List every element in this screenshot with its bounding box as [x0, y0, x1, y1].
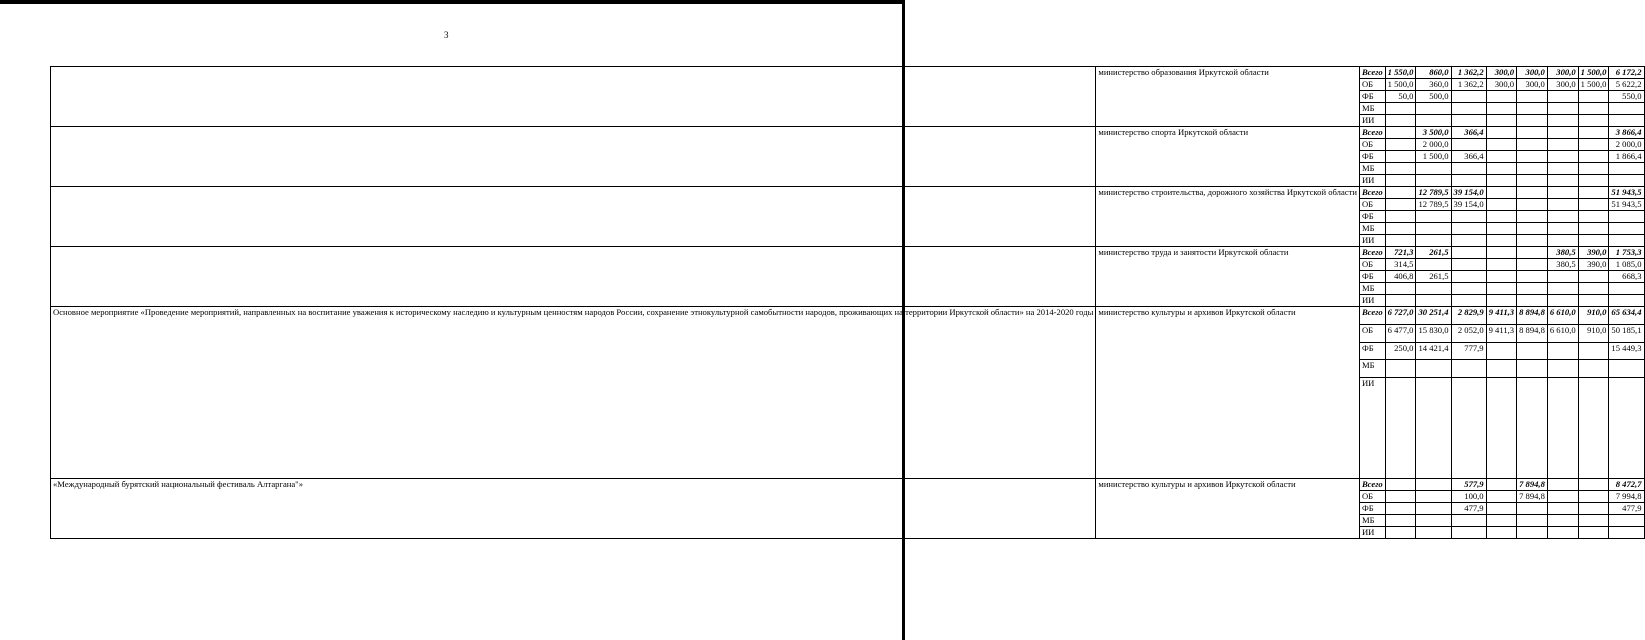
value-cell: [1385, 151, 1416, 163]
total-value-cell: 15 449,3: [1609, 343, 1644, 360]
value-cell: 721,3: [1385, 247, 1416, 259]
organization-cell: министерство культуры и архивов Иркутской области: [1096, 479, 1360, 539]
value-cell: [1486, 360, 1516, 378]
value-cell: [1385, 127, 1416, 139]
value-cell: [1578, 211, 1609, 223]
value-cell: 9 411,3: [1486, 325, 1516, 343]
value-cell: [1547, 527, 1578, 539]
activity-cell: [51, 67, 1096, 127]
funding-source-cell: МБ: [1359, 360, 1385, 378]
value-cell: [1578, 175, 1609, 187]
activity-cell: [51, 187, 1096, 247]
value-cell: [1486, 235, 1516, 247]
value-cell: [1385, 223, 1416, 235]
value-cell: [1416, 360, 1451, 378]
value-cell: [1517, 295, 1548, 307]
total-value-cell: 477,9: [1609, 503, 1644, 515]
funding-source-cell: ОБ: [1359, 199, 1385, 211]
value-cell: [1517, 343, 1548, 360]
value-cell: [1517, 127, 1548, 139]
value-cell: [1578, 491, 1609, 503]
total-value-cell: 1 085,0: [1609, 259, 1644, 271]
value-cell: [1578, 127, 1609, 139]
funding-source-cell: Всего: [1359, 247, 1385, 259]
organization-cell: министерство спорта Иркутской области: [1096, 127, 1360, 187]
total-value-cell: 668,3: [1609, 271, 1644, 283]
value-cell: [1578, 378, 1609, 479]
total-value-cell: [1609, 163, 1644, 175]
total-value-cell: 2 000,0: [1609, 139, 1644, 151]
total-value-cell: [1609, 103, 1644, 115]
value-cell: [1486, 295, 1516, 307]
total-value-cell: 50 185,1: [1609, 325, 1644, 343]
value-cell: 366,4: [1451, 127, 1486, 139]
value-cell: 300,0: [1486, 67, 1516, 79]
value-cell: 360,0: [1416, 79, 1451, 91]
value-cell: [1416, 515, 1451, 527]
value-cell: [1547, 211, 1578, 223]
value-cell: [1451, 360, 1486, 378]
total-value-cell: [1609, 211, 1644, 223]
value-cell: [1517, 235, 1548, 247]
organization-cell: министерство труда и занятости Иркутской области: [1096, 247, 1360, 307]
value-cell: [1578, 235, 1609, 247]
activity-cell: [51, 127, 1096, 187]
value-cell: 2 052,0: [1451, 325, 1486, 343]
value-cell: [1547, 360, 1578, 378]
value-cell: 7 894,8: [1517, 479, 1548, 491]
table-row: [51, 479, 1645, 491]
value-cell: [1517, 503, 1548, 515]
value-cell: 380,5: [1547, 259, 1578, 271]
value-cell: 390,0: [1578, 259, 1609, 271]
total-value-cell: [1609, 360, 1644, 378]
value-cell: [1385, 115, 1416, 127]
value-cell: [1451, 527, 1486, 539]
total-value-cell: 1 866,4: [1609, 151, 1644, 163]
value-cell: 1 500,0: [1385, 79, 1416, 91]
value-cell: 2 000,0: [1416, 139, 1451, 151]
value-cell: [1517, 91, 1548, 103]
value-cell: [1385, 515, 1416, 527]
value-cell: [1385, 211, 1416, 223]
value-cell: [1547, 378, 1578, 479]
value-cell: [1578, 527, 1609, 539]
value-cell: [1486, 378, 1516, 479]
value-cell: [1486, 247, 1516, 259]
funding-source-cell: ОБ: [1359, 325, 1385, 343]
value-cell: 12 789,5: [1416, 187, 1451, 199]
value-cell: [1416, 235, 1451, 247]
value-cell: [1486, 491, 1516, 503]
value-cell: 314,5: [1385, 259, 1416, 271]
value-cell: [1486, 115, 1516, 127]
value-cell: [1486, 259, 1516, 271]
value-cell: [1547, 163, 1578, 175]
value-cell: [1486, 199, 1516, 211]
value-cell: 6 610,0: [1547, 325, 1578, 343]
total-value-cell: [1609, 515, 1644, 527]
value-cell: [1517, 163, 1548, 175]
value-cell: 910,0: [1578, 307, 1609, 325]
value-cell: [1486, 211, 1516, 223]
value-cell: [1517, 151, 1548, 163]
value-cell: [1451, 175, 1486, 187]
value-cell: 300,0: [1547, 67, 1578, 79]
value-cell: [1486, 151, 1516, 163]
table-row: [51, 187, 1645, 199]
value-cell: 9 411,3: [1486, 307, 1516, 325]
value-cell: [1486, 271, 1516, 283]
table-row: [51, 127, 1645, 139]
value-cell: [1385, 295, 1416, 307]
organization-cell: министерство строительства, дорожного хозяйства Иркутской области: [1096, 187, 1360, 247]
funding-source-cell: ИИ: [1359, 115, 1385, 127]
value-cell: [1486, 343, 1516, 360]
funding-source-cell: ИИ: [1359, 175, 1385, 187]
value-cell: [1416, 479, 1451, 491]
value-cell: [1517, 283, 1548, 295]
table-row: [51, 67, 1645, 79]
value-cell: [1451, 103, 1486, 115]
value-cell: [1451, 139, 1486, 151]
value-cell: [1486, 515, 1516, 527]
value-cell: 6 610,0: [1547, 307, 1578, 325]
value-cell: 50,0: [1385, 91, 1416, 103]
value-cell: 860,0: [1416, 67, 1451, 79]
value-cell: [1578, 163, 1609, 175]
funding-source-cell: ОБ: [1359, 491, 1385, 503]
value-cell: [1517, 211, 1548, 223]
total-value-cell: 51 943,5: [1609, 187, 1644, 199]
value-cell: 8 894,8: [1517, 325, 1548, 343]
value-cell: 1 362,2: [1451, 79, 1486, 91]
funding-source-cell: ФБ: [1359, 343, 1385, 360]
value-cell: [1416, 211, 1451, 223]
value-cell: [1547, 223, 1578, 235]
total-value-cell: [1609, 295, 1644, 307]
funding-source-cell: ИИ: [1359, 378, 1385, 479]
value-cell: [1416, 223, 1451, 235]
funding-source-cell: МБ: [1359, 223, 1385, 235]
value-cell: [1385, 139, 1416, 151]
value-cell: [1578, 515, 1609, 527]
funding-source-cell: МБ: [1359, 283, 1385, 295]
total-value-cell: [1609, 115, 1644, 127]
value-cell: [1547, 115, 1578, 127]
value-cell: [1451, 378, 1486, 479]
value-cell: [1385, 527, 1416, 539]
value-cell: 577,9: [1451, 479, 1486, 491]
value-cell: [1486, 283, 1516, 295]
value-cell: [1451, 271, 1486, 283]
value-cell: [1486, 91, 1516, 103]
organization-cell: министерство образования Иркутской области: [1096, 67, 1360, 127]
value-cell: [1547, 91, 1578, 103]
funding-source-cell: ФБ: [1359, 503, 1385, 515]
value-cell: [1416, 163, 1451, 175]
value-cell: 6 727,0: [1385, 307, 1416, 325]
total-value-cell: 6 172,2: [1609, 67, 1644, 79]
value-cell: [1416, 378, 1451, 479]
value-cell: [1416, 175, 1451, 187]
value-cell: [1578, 151, 1609, 163]
value-cell: 3 500,0: [1416, 127, 1451, 139]
value-cell: [1451, 295, 1486, 307]
value-cell: [1547, 503, 1578, 515]
value-cell: [1578, 283, 1609, 295]
value-cell: [1385, 283, 1416, 295]
value-cell: [1451, 115, 1486, 127]
value-cell: [1385, 235, 1416, 247]
value-cell: [1517, 175, 1548, 187]
value-cell: [1578, 295, 1609, 307]
total-value-cell: [1609, 235, 1644, 247]
value-cell: [1385, 199, 1416, 211]
value-cell: [1517, 259, 1548, 271]
funding-source-cell: МБ: [1359, 515, 1385, 527]
funding-source-cell: ОБ: [1359, 79, 1385, 91]
value-cell: [1416, 503, 1451, 515]
value-cell: [1578, 91, 1609, 103]
value-cell: 1 500,0: [1578, 79, 1609, 91]
value-cell: [1451, 515, 1486, 527]
value-cell: [1578, 503, 1609, 515]
value-cell: [1451, 247, 1486, 259]
value-cell: [1385, 187, 1416, 199]
total-value-cell: 1 753,3: [1609, 247, 1644, 259]
funding-source-cell: ФБ: [1359, 211, 1385, 223]
value-cell: [1486, 527, 1516, 539]
value-cell: [1547, 175, 1578, 187]
value-cell: [1416, 115, 1451, 127]
value-cell: 15 830,0: [1416, 325, 1451, 343]
table-row: [51, 307, 1645, 325]
funding-source-cell: МБ: [1359, 163, 1385, 175]
value-cell: [1547, 515, 1578, 527]
value-cell: [1547, 103, 1578, 115]
value-cell: 380,5: [1547, 247, 1578, 259]
total-value-cell: 550,0: [1609, 91, 1644, 103]
value-cell: [1547, 491, 1578, 503]
page-frame-top: [0, 0, 905, 4]
funding-source-cell: ФБ: [1359, 271, 1385, 283]
value-cell: 500,0: [1416, 91, 1451, 103]
funding-source-cell: ИИ: [1359, 235, 1385, 247]
value-cell: 1 362,2: [1451, 67, 1486, 79]
activity-cell: [51, 247, 1096, 307]
value-cell: [1547, 271, 1578, 283]
total-value-cell: [1609, 175, 1644, 187]
value-cell: [1385, 503, 1416, 515]
value-cell: [1385, 360, 1416, 378]
value-cell: [1416, 527, 1451, 539]
value-cell: [1451, 223, 1486, 235]
value-cell: [1486, 139, 1516, 151]
total-value-cell: 51 943,5: [1609, 199, 1644, 211]
total-value-cell: 65 634,4: [1609, 307, 1644, 325]
funding-source-cell: ФБ: [1359, 91, 1385, 103]
value-cell: [1578, 360, 1609, 378]
value-cell: [1517, 527, 1548, 539]
funding-source-cell: Всего: [1359, 67, 1385, 79]
total-value-cell: [1609, 527, 1644, 539]
value-cell: 1 500,0: [1416, 151, 1451, 163]
funding-source-cell: ИИ: [1359, 295, 1385, 307]
value-cell: [1578, 223, 1609, 235]
value-cell: [1578, 115, 1609, 127]
value-cell: [1547, 295, 1578, 307]
value-cell: [1385, 491, 1416, 503]
total-value-cell: [1609, 378, 1644, 479]
value-cell: [1547, 199, 1578, 211]
organization-cell: министерство культуры и архивов Иркутской области: [1096, 307, 1360, 479]
value-cell: 7 894,8: [1517, 491, 1548, 503]
value-cell: [1517, 271, 1548, 283]
value-cell: [1385, 479, 1416, 491]
value-cell: 300,0: [1517, 67, 1548, 79]
value-cell: [1578, 271, 1609, 283]
value-cell: 250,0: [1385, 343, 1416, 360]
value-cell: [1547, 479, 1578, 491]
activity-cell: Основное мероприятие «Проведение мероприятий, направленных на воспитание уважения к историческому наследию и культурным ценностям народов России, сохранение этнокультурной самобытности народов, проживающих на территории Иркутской области» на 2014-2020 годы: [51, 307, 1096, 479]
value-cell: [1578, 103, 1609, 115]
value-cell: [1385, 175, 1416, 187]
value-cell: [1486, 223, 1516, 235]
value-cell: [1486, 187, 1516, 199]
total-value-cell: [1609, 283, 1644, 295]
value-cell: 14 421,4: [1416, 343, 1451, 360]
value-cell: 30 251,4: [1416, 307, 1451, 325]
value-cell: 300,0: [1547, 79, 1578, 91]
budget-table: [50, 66, 1645, 539]
value-cell: [1385, 103, 1416, 115]
value-cell: [1517, 103, 1548, 115]
value-cell: [1578, 187, 1609, 199]
value-cell: 1 500,0: [1578, 67, 1609, 79]
value-cell: [1416, 295, 1451, 307]
value-cell: [1416, 103, 1451, 115]
value-cell: [1547, 283, 1578, 295]
total-value-cell: [1609, 223, 1644, 235]
value-cell: 8 894,8: [1517, 307, 1548, 325]
value-cell: [1451, 211, 1486, 223]
total-value-cell: 3 866,4: [1609, 127, 1644, 139]
total-value-cell: 8 472,7: [1609, 479, 1644, 491]
value-cell: 777,9: [1451, 343, 1486, 360]
value-cell: [1517, 187, 1548, 199]
value-cell: [1517, 199, 1548, 211]
page-number: 3: [444, 30, 449, 40]
funding-source-cell: ОБ: [1359, 259, 1385, 271]
funding-source-cell: Всего: [1359, 187, 1385, 199]
value-cell: 261,5: [1416, 271, 1451, 283]
funding-source-cell: ФБ: [1359, 151, 1385, 163]
value-cell: 12 789,5: [1416, 199, 1451, 211]
value-cell: [1416, 491, 1451, 503]
value-cell: [1547, 235, 1578, 247]
value-cell: [1517, 139, 1548, 151]
value-cell: [1451, 163, 1486, 175]
value-cell: [1385, 163, 1416, 175]
activity-cell: «Международный бурятский национальный фестиваль Алтаргана"»: [51, 479, 1096, 539]
value-cell: 300,0: [1517, 79, 1548, 91]
value-cell: [1517, 223, 1548, 235]
value-cell: [1578, 139, 1609, 151]
value-cell: 39 154,0: [1451, 187, 1486, 199]
value-cell: [1451, 235, 1486, 247]
funding-source-cell: Всего: [1359, 479, 1385, 491]
value-cell: [1517, 515, 1548, 527]
value-cell: 2 829,9: [1451, 307, 1486, 325]
value-cell: 477,9: [1451, 503, 1486, 515]
value-cell: [1486, 163, 1516, 175]
value-cell: [1486, 503, 1516, 515]
funding-source-cell: МБ: [1359, 103, 1385, 115]
value-cell: [1547, 343, 1578, 360]
value-cell: 390,0: [1578, 247, 1609, 259]
funding-source-cell: Всего: [1359, 127, 1385, 139]
value-cell: 1 550,0: [1385, 67, 1416, 79]
value-cell: [1451, 91, 1486, 103]
value-cell: [1517, 247, 1548, 259]
value-cell: [1578, 199, 1609, 211]
value-cell: 910,0: [1578, 325, 1609, 343]
value-cell: 6 477,0: [1385, 325, 1416, 343]
value-cell: [1517, 360, 1548, 378]
value-cell: [1517, 378, 1548, 479]
funding-source-cell: Всего: [1359, 307, 1385, 325]
value-cell: 300,0: [1486, 79, 1516, 91]
value-cell: [1578, 479, 1609, 491]
value-cell: [1486, 103, 1516, 115]
value-cell: 100,0: [1451, 491, 1486, 503]
total-value-cell: 5 622,2: [1609, 79, 1644, 91]
funding-source-cell: ИИ: [1359, 527, 1385, 539]
value-cell: [1547, 139, 1578, 151]
value-cell: [1486, 127, 1516, 139]
value-cell: [1451, 259, 1486, 271]
value-cell: 366,4: [1451, 151, 1486, 163]
value-cell: [1486, 479, 1516, 491]
value-cell: [1385, 378, 1416, 479]
value-cell: [1578, 343, 1609, 360]
table-row: [51, 247, 1645, 259]
value-cell: [1517, 115, 1548, 127]
value-cell: 261,5: [1416, 247, 1451, 259]
value-cell: [1416, 283, 1451, 295]
value-cell: [1451, 283, 1486, 295]
total-value-cell: 7 994,8: [1609, 491, 1644, 503]
value-cell: [1486, 175, 1516, 187]
value-cell: 406,8: [1385, 271, 1416, 283]
value-cell: [1547, 127, 1578, 139]
value-cell: [1547, 151, 1578, 163]
value-cell: [1416, 259, 1451, 271]
value-cell: [1547, 187, 1578, 199]
funding-source-cell: ОБ: [1359, 139, 1385, 151]
value-cell: 39 154,0: [1451, 199, 1486, 211]
